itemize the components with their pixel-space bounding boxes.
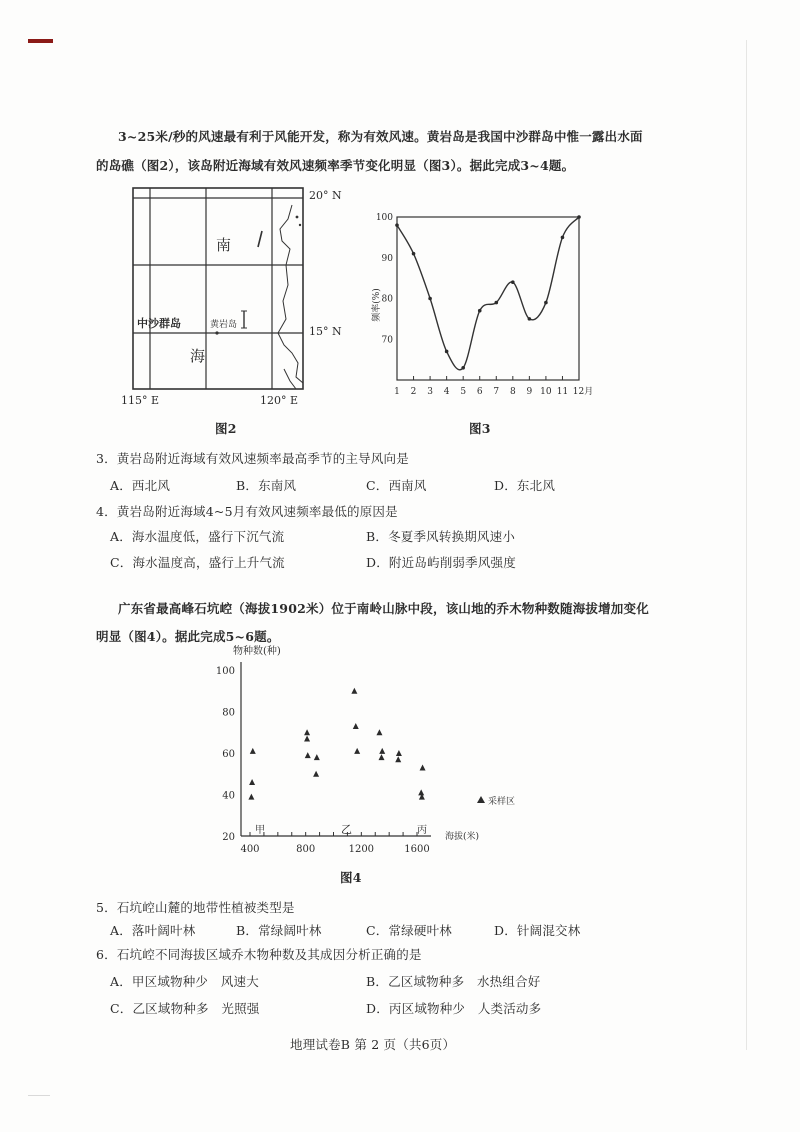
x-tick-label: 3 [427, 387, 433, 397]
page-footer: 地理试卷B 第 2 页（共6页） [290, 1037, 456, 1052]
island-mark [258, 231, 262, 247]
x-tick-label: 400 [240, 844, 260, 855]
data-point [395, 223, 399, 227]
lat-15n-label: 15° N [309, 325, 342, 338]
q4-option-b: B．冬夏季风转换期风速小 [366, 529, 516, 544]
scatter-point [379, 754, 385, 760]
data-point [494, 301, 498, 305]
scatter-point [420, 765, 426, 771]
scatter-point [379, 748, 385, 754]
scatter-point [353, 723, 359, 729]
zone-label-jia: 甲 [255, 825, 265, 836]
data-point [478, 309, 482, 313]
q5-option-c: C．常绿硬叶林 [366, 923, 452, 938]
x-tick-label: 8 [509, 387, 516, 397]
scatter-point [249, 779, 255, 785]
figure-2-caption: 图2 [215, 421, 237, 436]
figure-3-caption: 图3 [469, 421, 491, 436]
x-tick-label: 11 [556, 387, 569, 397]
x-tick-label: 5 [460, 387, 467, 397]
zone-label-yi: 乙 [341, 823, 352, 836]
map-frame [133, 188, 303, 389]
intro1-line2: 的岛礁（图2），该岛附近海域有效风速频率季节变化明显（图3）。据此完成3~4题。 [96, 158, 575, 173]
fig3-y-axis-label: 频率(%) [372, 288, 382, 322]
intro2-line2: 明显（图4）。据此完成5~6题。 [96, 629, 280, 644]
zone-label-bing: 丙 [417, 825, 427, 836]
island-dot [296, 216, 299, 219]
map-label-zhongsha: 中沙群岛 [137, 317, 181, 330]
legend-label: 采样区 [488, 797, 516, 807]
fig4-x-axis-label: 海拔(米) [445, 832, 480, 842]
scatter-point [250, 748, 256, 754]
x-tick-label: 10 [540, 387, 552, 397]
scatter-point [305, 752, 311, 758]
coastline [278, 205, 303, 383]
scatter-point [354, 748, 360, 754]
data-point [428, 297, 432, 301]
series-line [397, 217, 579, 370]
y-tick-label: 100 [215, 666, 235, 677]
y-tick-label: 60 [222, 749, 235, 760]
q3-option-b: B．东南风 [236, 478, 297, 493]
legend-marker [477, 796, 485, 803]
q6-option-c: C．乙区域物种多 光照强 [110, 1001, 260, 1016]
scatter-point [351, 688, 357, 694]
data-point [544, 301, 548, 305]
y-tick-label: 90 [381, 253, 393, 264]
page-edge [746, 40, 747, 1050]
x-tick-label: 1 [394, 387, 400, 397]
q5-option-d: D．针阔混交林 [494, 923, 581, 938]
y-tick-label: 70 [381, 335, 393, 346]
q6-option-d: D．丙区域物种少 人类活动多 [366, 1001, 542, 1016]
map-label-hai: 海 [190, 347, 206, 365]
y-tick-label: 80 [381, 294, 393, 305]
q5-option-a: A．落叶阔叶林 [110, 923, 196, 938]
scatter-point [248, 794, 254, 800]
data-point [577, 215, 581, 219]
q6-option-a: A．甲区域物种少 风速大 [110, 974, 259, 989]
x-tick-label: 12月 [572, 387, 594, 397]
scatter-point [396, 750, 402, 756]
figure-4-chart [205, 640, 535, 855]
y-tick-label: 100 [375, 213, 393, 223]
q4-option-a: A．海水温度低，盛行下沉气流 [110, 529, 285, 544]
red-mark [28, 39, 53, 43]
scatter-point [313, 771, 319, 777]
q3-option-a: A．西北风 [110, 478, 171, 493]
lon-115e-label: 115° E [121, 394, 160, 407]
x-tick-label: 4 [443, 387, 450, 397]
map-label-huangyan: 黄岩岛 [210, 320, 238, 330]
y-tick-label: 80 [222, 707, 235, 719]
page-corner-mark [28, 1095, 50, 1096]
chart-frame [397, 217, 579, 380]
q5-stem: 5．石坑崆山麓的地带性植被类型是 [96, 900, 295, 915]
y-tick-label: 20 [222, 832, 235, 843]
scatter-point [314, 754, 320, 760]
figure-3-chart [365, 205, 615, 400]
q3-option-d: D．东北风 [494, 478, 556, 493]
fig4-y-axis-label: 物种数(种) [233, 646, 281, 657]
scatter-point [304, 735, 310, 741]
figure-4-caption: 图4 [340, 870, 362, 885]
data-point [445, 350, 449, 354]
intro1-line1: 3~25米/秒的风速最有利于风能开发，称为有效风速。黄岩岛是我国中沙群岛中惟一露出水面 [118, 129, 643, 144]
x-tick-label: 7 [493, 387, 500, 397]
lat-20n-label: 20° N [309, 189, 342, 202]
x-tick-label: 800 [296, 844, 316, 855]
data-point [528, 317, 532, 321]
q6-option-b: B．乙区域物种多 水热组合好 [366, 974, 541, 989]
q4-option-d: D．附近岛屿削弱季风强度 [366, 555, 516, 570]
y-tick-label: 40 [222, 790, 235, 802]
q4-stem: 4．黄岩岛附近海域4~5月有效风速频率最低的原因是 [96, 504, 398, 519]
x-tick-label: 1200 [348, 844, 375, 855]
q3-option-c: C．西南风 [366, 478, 427, 493]
scatter-point [304, 729, 310, 735]
coastline [284, 369, 296, 389]
scatter-point [395, 756, 401, 762]
lon-120e-label: 120° E [260, 394, 299, 407]
q6-stem: 6．石坑崆不同海拔区域乔木物种数及其成因分析正确的是 [96, 947, 422, 962]
scatter-point [376, 729, 382, 735]
q3-stem: 3．黄岩岛附近海域有效风速频率最高季节的主导风向是 [96, 451, 409, 466]
island-dot [299, 224, 301, 226]
intro2-line1: 广东省最高峰石坑崆（海拔1902米）位于南岭山脉中段，该山地的乔木物种数随海拔增加变化 [118, 601, 649, 616]
x-tick-label: 9 [526, 387, 533, 397]
figure-2-map [120, 185, 370, 410]
x-tick-label: 6 [476, 387, 483, 397]
q5-option-b: B．常绿阔叶林 [236, 923, 322, 938]
q4-option-c: C．海水温度高，盛行上升气流 [110, 555, 285, 570]
data-point [561, 236, 565, 240]
data-point [461, 366, 465, 370]
scatter-point [418, 789, 424, 795]
x-tick-label: 2 [410, 387, 417, 397]
x-tick-label: 1600 [404, 844, 430, 855]
data-point [511, 280, 515, 284]
data-point [412, 252, 416, 256]
huangyan-island-dot [215, 331, 218, 334]
map-label-nan: 南 [216, 236, 232, 254]
